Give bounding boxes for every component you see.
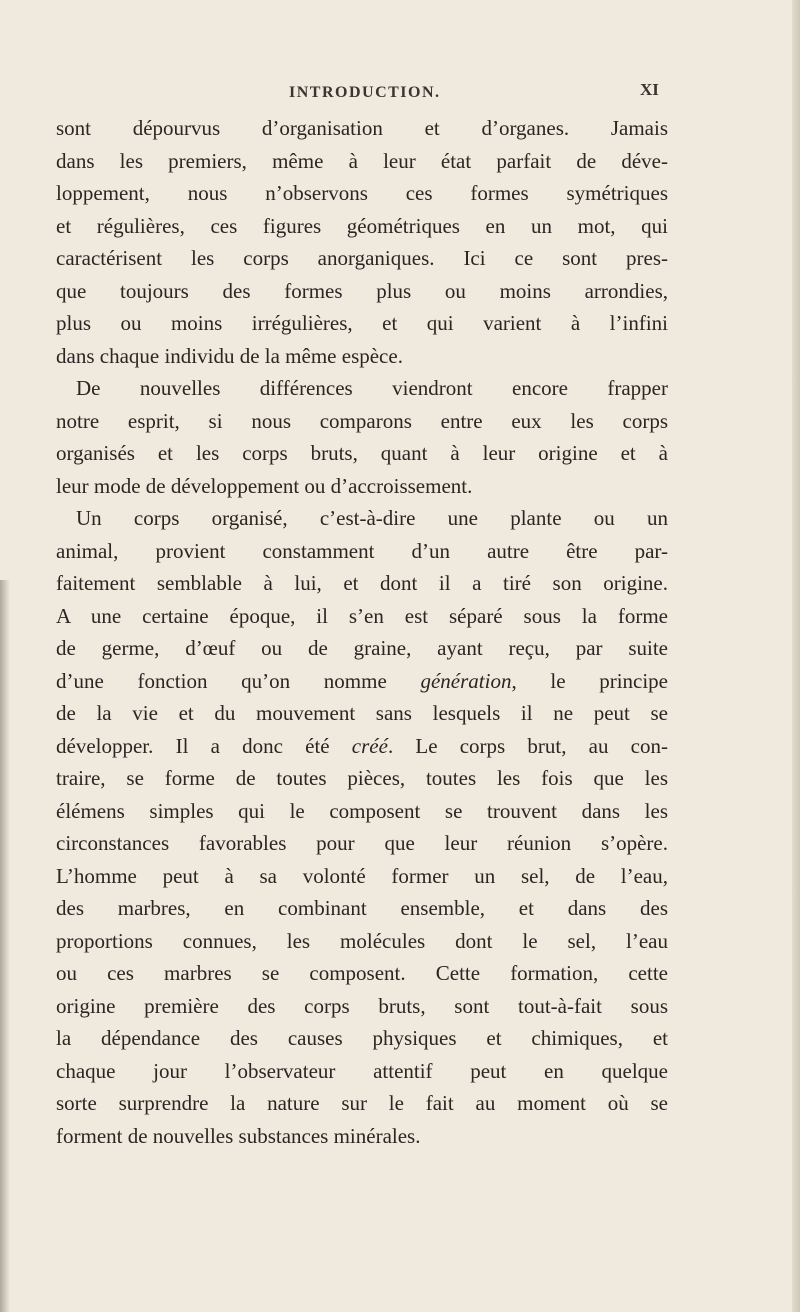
text-line: circonstances favorables pour que leur réunion s’opère. [56, 831, 668, 855]
text-line: Un corps organisé, c’est-à-dire une plante ou un [76, 506, 668, 530]
text-line: sorte surprendre la nature sur le fait au moment où se [56, 1091, 668, 1115]
text-line: dans les premiers, même à leur état parfait de déve- [56, 148, 668, 173]
text-line: chaque jour l’observateur attentif peut en quelque [56, 1058, 668, 1083]
text-line: sont dépourvus d’organisation et d’organes. Jamais [56, 116, 668, 140]
text-line: plus ou moins irrégulières, et qui varient à l’infini [56, 311, 668, 335]
text-line: L’homme peut à sa volonté former un sel, de l’eau, [56, 863, 668, 888]
body-text [56, 112, 668, 1152]
text-line: et régulières, ces figures géométriques en un mot, qui [56, 213, 668, 238]
text-line: de la vie et du mouvement sans lesquels il ne peut se [56, 701, 668, 725]
page-edge-shadow [0, 580, 10, 1312]
text-line: animal, provient constamment d’un autre être par- [56, 538, 668, 563]
text-line: des marbres, en combinant ensemble, et dans des [56, 896, 668, 920]
text-line: d’une fonction qu’on nomme génération, le principe [56, 668, 668, 693]
text-line: forment de nouvelles substances minérales. [56, 1123, 421, 1148]
text-line: traire, se forme de toutes pièces, toutes les fois que les [56, 766, 668, 790]
text-line: ou ces marbres se composent. Cette formation, cette [56, 961, 668, 985]
text-line: que toujours des formes plus ou moins arrondies, [56, 278, 668, 303]
text-line: de germe, d’œuf ou de graine, ayant reçu, par suite [56, 636, 668, 660]
text-line: A une certaine époque, il s’en est séparé sous la forme [56, 603, 668, 628]
text-line: caractérisent les corps anorganiques. Ici ce sont pres- [56, 246, 668, 270]
running-header [0, 80, 800, 110]
text-line: loppement, nous n’observons ces formes symétriques [56, 181, 668, 205]
page-number: XI [640, 80, 659, 99]
text-line: notre esprit, si nous comparons entre eux les corps [56, 408, 668, 433]
text-line: faitement semblable à lui, et dont il a tiré son origine. [56, 571, 668, 595]
page-edge [792, 0, 800, 1312]
text-line: proportions connues, les molécules dont le sel, l’eau [56, 928, 668, 953]
text-line: De nouvelles différences viendront encore frapper [76, 376, 668, 400]
text-line: la dépendance des causes physiques et chimiques, et [56, 1026, 668, 1050]
text-line: élémens simples qui le composent se trouvent dans les [56, 798, 668, 823]
text-line: origine première des corps bruts, sont tout-à-fait sous [56, 993, 668, 1018]
text-line: développer. Il a donc été créé. Le corps brut, au con- [56, 733, 668, 758]
text-line: organisés et les corps bruts, quant à leur origine et à [56, 441, 668, 465]
text-line: leur mode de développement ou d’accroissement. [56, 473, 473, 498]
text-line: dans chaque individu de la même espèce. [56, 343, 403, 368]
running-title: INTRODUCTION. [289, 84, 441, 101]
